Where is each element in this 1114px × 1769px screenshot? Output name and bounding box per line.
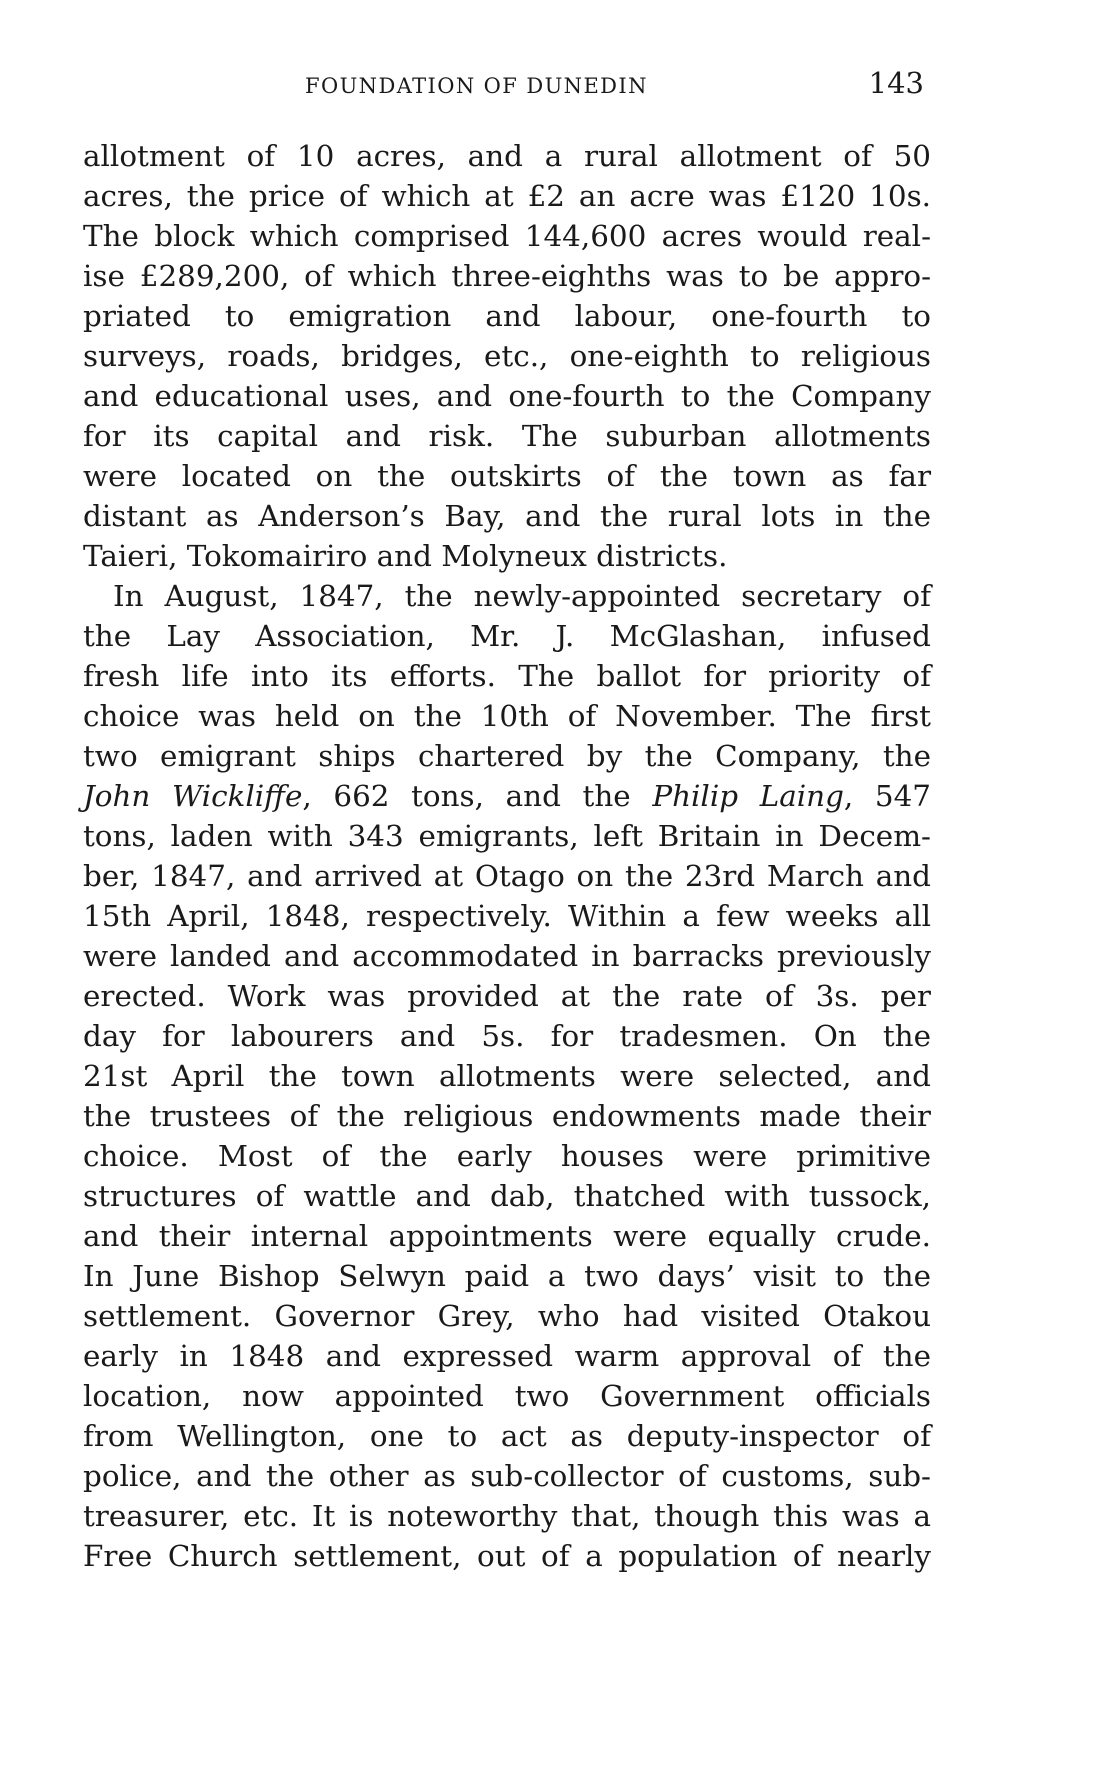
text-line: Free Church settlement, out of a population of nearly [83,1539,931,1573]
text-line: treasurer, etc. It is noteworthy that, though this was a [83,1499,931,1533]
text-line: In June Bishop Selwyn paid a two days’ visit to the [83,1259,931,1293]
text-line: and educational uses, and one-fourth to the Company [83,379,931,413]
text-line: for its capital and risk. The suburban allotments [83,419,931,453]
text-line: The block which comprised 144,600 acres would real- [83,219,931,253]
ship-name: John Wickliffe [83,779,303,813]
text-line: erected. Work was provided at the rate of 3s. per [83,979,931,1013]
ship-name: Philip Laing [652,779,844,813]
text-line: choice. Most of the early houses were primitive [83,1139,931,1173]
text-line: were located on the outskirts of the town as far [83,459,931,493]
text-line: tons, laden with 343 emigrants, left Britain in Decem- [83,819,931,853]
text-line: 15th April, 1848, respectively. Within a few weeks all [83,899,931,933]
text-line: acres, the price of which at £2 an acre was £120 10s. [83,179,931,213]
paragraph-1 [83,136,931,576]
text-line: early in 1848 and expressed warm approval of the [83,1339,931,1373]
text-line: fresh life into its efforts. The ballot for priority of [83,659,931,693]
text-line: Taieri, Tokomairiro and Molyneux districts. [83,539,728,573]
text-line: structures of wattle and dab, thatched with tussock, [83,1179,931,1213]
text-line-ship-names: John Wickliffe, 662 tons, and the Philip Laing, 547 [83,779,931,813]
text-line: choice was held on the 10th of November. The first [83,699,931,733]
text-line: ber, 1847, and arrived at Otago on the 23rd March and [83,859,931,893]
text-line: day for labourers and 5s. for tradesmen. On the [83,1019,931,1053]
text-line: settlement. Governor Grey, who had visited Otakou [83,1299,931,1333]
text-line: the Lay Association, Mr. J. McGlashan, infused [83,619,931,653]
text-line: 21st April the town allotments were selected, and [83,1059,931,1093]
body-text [83,136,931,1576]
text-line: ise £289,200, of which three-eighths was to be appro- [83,259,931,293]
text-line: distant as Anderson’s Bay, and the rural lots in the [83,499,931,533]
text-line: from Wellington, one to act as deputy-inspector of [83,1419,931,1453]
text-line: and their internal appointments were equally crude. [83,1219,931,1253]
text-line: location, now appointed two Government officials [83,1379,931,1413]
text-line: were landed and accommodated in barracks previously [83,939,931,973]
text-line: police, and the other as sub-collector of customs, sub- [83,1459,931,1493]
paragraph-2 [83,576,931,1576]
text-line: the trustees of the religious endowments made their [83,1099,931,1133]
page-number: 143 [868,66,924,100]
text-line: priated to emigration and labour, one-fourth to [83,299,931,333]
text-line: allotment of 10 acres, and a rural allotment of 50 [83,139,931,173]
running-title: FOUNDATION OF DUNEDIN [305,74,648,98]
text-line: surveys, roads, bridges, etc., one-eighth to religious [83,339,931,373]
text-line: two emigrant ships chartered by the Company, the [83,739,931,773]
page-header [83,66,928,102]
text-line: In August, 1847, the newly-appointed secretary of [113,579,931,613]
